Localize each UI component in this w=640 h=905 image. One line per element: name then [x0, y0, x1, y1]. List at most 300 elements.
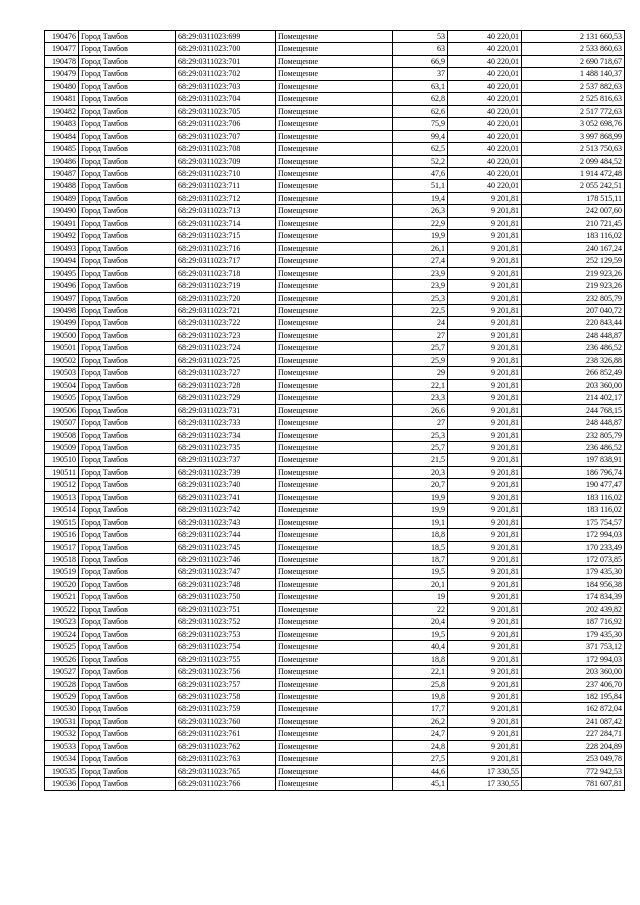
- cadastral-value-cell: 184 956,38: [522, 578, 625, 590]
- table-row: [45, 205, 625, 217]
- cadastral-number-cell: 68:29:0311023:737: [176, 454, 276, 466]
- area-cell: 24,7: [393, 728, 448, 740]
- unit-value-cell: 40 220,01: [448, 155, 522, 167]
- city-cell: Город Тамбов: [79, 242, 176, 254]
- record-number-cell: 190488: [45, 180, 79, 192]
- area-cell: 19,9: [393, 491, 448, 503]
- table-row: [45, 31, 625, 43]
- cadastral-value-cell: 172 994,03: [522, 529, 625, 541]
- area-cell: 19,9: [393, 230, 448, 242]
- city-cell: Город Тамбов: [79, 653, 176, 665]
- object-type-cell: Помещение: [276, 105, 393, 117]
- table-row: [45, 43, 625, 55]
- object-type-cell: Помещение: [276, 778, 393, 790]
- cadastral-value-cell: 266 852,49: [522, 367, 625, 379]
- object-type-cell: Помещение: [276, 143, 393, 155]
- cadastral-value-cell: 2 055 242,51: [522, 180, 625, 192]
- table-row: [45, 342, 625, 354]
- record-number-cell: 190535: [45, 765, 79, 777]
- city-cell: Город Тамбов: [79, 529, 176, 541]
- cadastral-value-cell: 179 435,30: [522, 566, 625, 578]
- cadastral-number-cell: 68:29:0311023:725: [176, 354, 276, 366]
- cadastral-number-cell: 68:29:0311023:723: [176, 329, 276, 341]
- area-cell: 21,5: [393, 454, 448, 466]
- cadastral-number-cell: 68:29:0311023:756: [176, 666, 276, 678]
- cadastral-value-cell: 220 843,44: [522, 317, 625, 329]
- city-cell: Город Тамбов: [79, 167, 176, 179]
- table-row: [45, 616, 625, 628]
- cadastral-value-cell: 2 690 718,67: [522, 55, 625, 67]
- area-cell: 45,1: [393, 778, 448, 790]
- city-cell: Город Тамбов: [79, 43, 176, 55]
- cadastral-number-cell: 68:29:0311023:761: [176, 728, 276, 740]
- unit-value-cell: 9 201,81: [448, 516, 522, 528]
- area-cell: 52,2: [393, 155, 448, 167]
- cadastral-value-cell: 248 448,87: [522, 417, 625, 429]
- cadastral-value-cell: 203 360,00: [522, 379, 625, 391]
- record-number-cell: 190503: [45, 367, 79, 379]
- unit-value-cell: 9 201,81: [448, 205, 522, 217]
- city-cell: Город Тамбов: [79, 678, 176, 690]
- unit-value-cell: 9 201,81: [448, 603, 522, 615]
- city-cell: Город Тамбов: [79, 367, 176, 379]
- table-row: [45, 367, 625, 379]
- area-cell: 23,9: [393, 267, 448, 279]
- city-cell: Город Тамбов: [79, 143, 176, 155]
- cadastral-number-cell: 68:29:0311023:754: [176, 641, 276, 653]
- cadastral-value-cell: 162 872,04: [522, 703, 625, 715]
- object-type-cell: Помещение: [276, 192, 393, 204]
- object-type-cell: Помещение: [276, 628, 393, 640]
- table-row: [45, 491, 625, 503]
- object-type-cell: Помещение: [276, 703, 393, 715]
- object-type-cell: Помещение: [276, 230, 393, 242]
- record-number-cell: 190521: [45, 591, 79, 603]
- unit-value-cell: 9 201,81: [448, 504, 522, 516]
- cadastral-value-cell: 203 360,00: [522, 666, 625, 678]
- record-number-cell: 190499: [45, 317, 79, 329]
- object-type-cell: Помещение: [276, 429, 393, 441]
- record-number-cell: 190479: [45, 68, 79, 80]
- cadastral-number-cell: 68:29:0311023:752: [176, 616, 276, 628]
- object-type-cell: Помещение: [276, 80, 393, 92]
- object-type-cell: Помещение: [276, 715, 393, 727]
- city-cell: Город Тамбов: [79, 628, 176, 640]
- cadastral-number-cell: 68:29:0311023:703: [176, 80, 276, 92]
- cadastral-value-cell: 183 116,02: [522, 491, 625, 503]
- record-number-cell: 190513: [45, 491, 79, 503]
- record-number-cell: 190518: [45, 554, 79, 566]
- unit-value-cell: 40 220,01: [448, 180, 522, 192]
- table-row: [45, 753, 625, 765]
- object-type-cell: Помещение: [276, 616, 393, 628]
- cadastral-number-cell: 68:29:0311023:709: [176, 155, 276, 167]
- city-cell: Город Тамбов: [79, 55, 176, 67]
- cadastral-number-cell: 68:29:0311023:759: [176, 703, 276, 715]
- cadastral-value-cell: 2 513 750,63: [522, 143, 625, 155]
- object-type-cell: Помещение: [276, 167, 393, 179]
- object-type-cell: Помещение: [276, 155, 393, 167]
- cadastral-number-cell: 68:29:0311023:733: [176, 417, 276, 429]
- cadastral-number-cell: 68:29:0311023:741: [176, 491, 276, 503]
- table-row: [45, 217, 625, 229]
- cadastral-value-cell: 210 721,45: [522, 217, 625, 229]
- area-cell: 23,3: [393, 392, 448, 404]
- table-row: [45, 678, 625, 690]
- cadastral-value-cell: 236 486,52: [522, 342, 625, 354]
- area-cell: 25,7: [393, 342, 448, 354]
- cadastral-number-cell: 68:29:0311023:763: [176, 753, 276, 765]
- record-number-cell: 190508: [45, 429, 79, 441]
- area-cell: 17,7: [393, 703, 448, 715]
- record-number-cell: 190505: [45, 392, 79, 404]
- object-type-cell: Помещение: [276, 180, 393, 192]
- table-row: [45, 105, 625, 117]
- city-cell: Город Тамбов: [79, 578, 176, 590]
- record-number-cell: 190496: [45, 280, 79, 292]
- unit-value-cell: 9 201,81: [448, 628, 522, 640]
- cadastral-value-cell: 214 402,17: [522, 392, 625, 404]
- table-row: [45, 118, 625, 130]
- object-type-cell: Помещение: [276, 317, 393, 329]
- record-number-cell: 190489: [45, 192, 79, 204]
- table-row: [45, 68, 625, 80]
- record-number-cell: 190492: [45, 230, 79, 242]
- unit-value-cell: 9 201,81: [448, 367, 522, 379]
- object-type-cell: Помещение: [276, 68, 393, 80]
- cadastral-number-cell: 68:29:0311023:714: [176, 217, 276, 229]
- unit-value-cell: 40 220,01: [448, 167, 522, 179]
- unit-value-cell: 9 201,81: [448, 217, 522, 229]
- unit-value-cell: 9 201,81: [448, 329, 522, 341]
- cadastral-number-cell: 68:29:0311023:704: [176, 93, 276, 105]
- area-cell: 18,7: [393, 554, 448, 566]
- record-number-cell: 190495: [45, 267, 79, 279]
- cadastral-value-cell: 3 997 868,99: [522, 130, 625, 142]
- city-cell: Город Тамбов: [79, 354, 176, 366]
- area-cell: 18,5: [393, 541, 448, 553]
- object-type-cell: Помещение: [276, 267, 393, 279]
- record-number-cell: 190485: [45, 143, 79, 155]
- record-number-cell: 190527: [45, 666, 79, 678]
- city-cell: Город Тамбов: [79, 130, 176, 142]
- area-cell: 66,9: [393, 55, 448, 67]
- unit-value-cell: 9 201,81: [448, 753, 522, 765]
- table-row: [45, 578, 625, 590]
- document-page: [44, 30, 624, 791]
- area-cell: 22,9: [393, 217, 448, 229]
- cadastral-number-cell: 68:29:0311023:710: [176, 167, 276, 179]
- cadastral-number-cell: 68:29:0311023:720: [176, 292, 276, 304]
- cadastral-number-cell: 68:29:0311023:740: [176, 479, 276, 491]
- cadastral-number-cell: 68:29:0311023:734: [176, 429, 276, 441]
- object-type-cell: Помещение: [276, 691, 393, 703]
- cadastral-number-cell: 68:29:0311023:713: [176, 205, 276, 217]
- table-row: [45, 554, 625, 566]
- city-cell: Город Тамбов: [79, 105, 176, 117]
- cadastral-value-cell: 2 537 882,63: [522, 80, 625, 92]
- object-type-cell: Помещение: [276, 765, 393, 777]
- area-cell: 24: [393, 317, 448, 329]
- cadastral-value-cell: 3 052 698,76: [522, 118, 625, 130]
- city-cell: Город Тамбов: [79, 479, 176, 491]
- object-type-cell: Помещение: [276, 130, 393, 142]
- cadastral-value-cell: 371 753,12: [522, 641, 625, 653]
- city-cell: Город Тамбов: [79, 192, 176, 204]
- object-type-cell: Помещение: [276, 242, 393, 254]
- record-number-cell: 190510: [45, 454, 79, 466]
- area-cell: 27: [393, 417, 448, 429]
- unit-value-cell: 9 201,81: [448, 441, 522, 453]
- object-type-cell: Помещение: [276, 379, 393, 391]
- record-number-cell: 190500: [45, 329, 79, 341]
- cadastral-number-cell: 68:29:0311023:711: [176, 180, 276, 192]
- table-row: [45, 55, 625, 67]
- unit-value-cell: 9 201,81: [448, 267, 522, 279]
- cadastral-number-cell: 68:29:0311023:742: [176, 504, 276, 516]
- area-cell: 18,8: [393, 653, 448, 665]
- record-number-cell: 190478: [45, 55, 79, 67]
- object-type-cell: Помещение: [276, 55, 393, 67]
- unit-value-cell: 9 201,81: [448, 578, 522, 590]
- city-cell: Город Тамбов: [79, 691, 176, 703]
- city-cell: Город Тамбов: [79, 715, 176, 727]
- table-row: [45, 703, 625, 715]
- unit-value-cell: 40 220,01: [448, 31, 522, 43]
- cadastral-number-cell: 68:29:0311023:744: [176, 529, 276, 541]
- area-cell: 19,4: [393, 192, 448, 204]
- table-row: [45, 354, 625, 366]
- table-row: [45, 715, 625, 727]
- area-cell: 40,4: [393, 641, 448, 653]
- unit-value-cell: 9 201,81: [448, 728, 522, 740]
- area-cell: 25,8: [393, 678, 448, 690]
- city-cell: Город Тамбов: [79, 267, 176, 279]
- record-number-cell: 190526: [45, 653, 79, 665]
- cadastral-value-cell: 174 834,39: [522, 591, 625, 603]
- cadastral-value-cell: 207 040,72: [522, 304, 625, 316]
- record-number-cell: 190514: [45, 504, 79, 516]
- area-cell: 75,9: [393, 118, 448, 130]
- area-cell: 37: [393, 68, 448, 80]
- area-cell: 62,8: [393, 93, 448, 105]
- cadastral-number-cell: 68:29:0311023:702: [176, 68, 276, 80]
- cadastral-value-cell: 2 099 484,52: [522, 155, 625, 167]
- cadastral-number-cell: 68:29:0311023:731: [176, 404, 276, 416]
- cadastral-number-cell: 68:29:0311023:757: [176, 678, 276, 690]
- cadastral-number-cell: 68:29:0311023:747: [176, 566, 276, 578]
- table-row: [45, 280, 625, 292]
- record-number-cell: 190509: [45, 441, 79, 453]
- object-type-cell: Помещение: [276, 566, 393, 578]
- area-cell: 62,5: [393, 143, 448, 155]
- cadastral-number-cell: 68:29:0311023:755: [176, 653, 276, 665]
- area-cell: 27,4: [393, 255, 448, 267]
- record-number-cell: 190484: [45, 130, 79, 142]
- object-type-cell: Помещение: [276, 491, 393, 503]
- city-cell: Город Тамбов: [79, 68, 176, 80]
- table-row: [45, 504, 625, 516]
- object-type-cell: Помещение: [276, 31, 393, 43]
- record-number-cell: 190522: [45, 603, 79, 615]
- record-number-cell: 190525: [45, 641, 79, 653]
- city-cell: Город Тамбов: [79, 404, 176, 416]
- table-row: [45, 80, 625, 92]
- object-type-cell: Помещение: [276, 93, 393, 105]
- area-cell: 22,1: [393, 666, 448, 678]
- record-number-cell: 190494: [45, 255, 79, 267]
- object-type-cell: Помещение: [276, 641, 393, 653]
- cadastral-value-cell: 172 994,03: [522, 653, 625, 665]
- area-cell: 22,5: [393, 304, 448, 316]
- city-cell: Город Тамбов: [79, 292, 176, 304]
- city-cell: Город Тамбов: [79, 255, 176, 267]
- table-row: [45, 454, 625, 466]
- record-number-cell: 190504: [45, 379, 79, 391]
- object-type-cell: Помещение: [276, 280, 393, 292]
- unit-value-cell: 9 201,81: [448, 280, 522, 292]
- object-type-cell: Помещение: [276, 454, 393, 466]
- table-row: [45, 628, 625, 640]
- area-cell: 62,6: [393, 105, 448, 117]
- cadastral-value-cell: 187 716,92: [522, 616, 625, 628]
- city-cell: Город Тамбов: [79, 504, 176, 516]
- object-type-cell: Помещение: [276, 292, 393, 304]
- object-type-cell: Помещение: [276, 541, 393, 553]
- area-cell: 25,3: [393, 429, 448, 441]
- table-row: [45, 93, 625, 105]
- unit-value-cell: 9 201,81: [448, 566, 522, 578]
- unit-value-cell: 9 201,81: [448, 317, 522, 329]
- object-type-cell: Помещение: [276, 504, 393, 516]
- cadastral-value-cell: 238 326,88: [522, 354, 625, 366]
- object-type-cell: Помещение: [276, 392, 393, 404]
- table-row: [45, 765, 625, 777]
- cadastral-number-cell: 68:29:0311023:753: [176, 628, 276, 640]
- unit-value-cell: 9 201,81: [448, 392, 522, 404]
- city-cell: Город Тамбов: [79, 554, 176, 566]
- unit-value-cell: 40 220,01: [448, 93, 522, 105]
- cadastral-number-cell: 68:29:0311023:729: [176, 392, 276, 404]
- cadastral-value-cell: 197 838,91: [522, 454, 625, 466]
- object-type-cell: Помещение: [276, 479, 393, 491]
- table-row: [45, 192, 625, 204]
- record-number-cell: 190523: [45, 616, 79, 628]
- cadastral-number-cell: 68:29:0311023:743: [176, 516, 276, 528]
- area-cell: 20,1: [393, 578, 448, 590]
- cadastral-number-cell: 68:29:0311023:716: [176, 242, 276, 254]
- area-cell: 26,2: [393, 715, 448, 727]
- cadastral-number-cell: 68:29:0311023:765: [176, 765, 276, 777]
- cadastral-value-cell: 248 448,87: [522, 329, 625, 341]
- unit-value-cell: 40 220,01: [448, 55, 522, 67]
- table-row: [45, 429, 625, 441]
- area-cell: 19: [393, 591, 448, 603]
- cadastral-number-cell: 68:29:0311023:727: [176, 367, 276, 379]
- cadastral-value-cell: 781 607,81: [522, 778, 625, 790]
- cadastral-value-cell: 182 195,84: [522, 691, 625, 703]
- cadastral-number-cell: 68:29:0311023:735: [176, 441, 276, 453]
- object-type-cell: Помещение: [276, 205, 393, 217]
- unit-value-cell: 17 330,55: [448, 778, 522, 790]
- cadastral-value-table: [44, 30, 625, 791]
- unit-value-cell: 9 201,81: [448, 454, 522, 466]
- area-cell: 53: [393, 31, 448, 43]
- record-number-cell: 190507: [45, 417, 79, 429]
- record-number-cell: 190487: [45, 167, 79, 179]
- cadastral-value-cell: 2 525 816,63: [522, 93, 625, 105]
- record-number-cell: 190512: [45, 479, 79, 491]
- record-number-cell: 190515: [45, 516, 79, 528]
- object-type-cell: Помещение: [276, 342, 393, 354]
- record-number-cell: 190532: [45, 728, 79, 740]
- cadastral-value-cell: 1 914 472,48: [522, 167, 625, 179]
- area-cell: 25,9: [393, 354, 448, 366]
- cadastral-number-cell: 68:29:0311023:722: [176, 317, 276, 329]
- record-number-cell: 190498: [45, 304, 79, 316]
- table-row: [45, 516, 625, 528]
- record-number-cell: 190486: [45, 155, 79, 167]
- city-cell: Город Тамбов: [79, 454, 176, 466]
- cadastral-value-cell: 242 007,60: [522, 205, 625, 217]
- cadastral-value-cell: 178 515,11: [522, 192, 625, 204]
- unit-value-cell: 9 201,81: [448, 379, 522, 391]
- city-cell: Город Тамбов: [79, 93, 176, 105]
- record-number-cell: 190534: [45, 753, 79, 765]
- table-row: [45, 404, 625, 416]
- table-row: [45, 541, 625, 553]
- table-row: [45, 566, 625, 578]
- table-row: [45, 591, 625, 603]
- table-row: [45, 466, 625, 478]
- area-cell: 20,7: [393, 479, 448, 491]
- city-cell: Город Тамбов: [79, 740, 176, 752]
- record-number-cell: 190482: [45, 105, 79, 117]
- area-cell: 19,5: [393, 566, 448, 578]
- table-row: [45, 329, 625, 341]
- area-cell: 99,4: [393, 130, 448, 142]
- city-cell: Город Тамбов: [79, 541, 176, 553]
- table-row: [45, 230, 625, 242]
- unit-value-cell: 9 201,81: [448, 304, 522, 316]
- unit-value-cell: 9 201,81: [448, 541, 522, 553]
- table-row: [45, 180, 625, 192]
- city-cell: Город Тамбов: [79, 280, 176, 292]
- table-row: [45, 417, 625, 429]
- area-cell: 63: [393, 43, 448, 55]
- city-cell: Город Тамбов: [79, 778, 176, 790]
- cadastral-value-cell: 2 517 772,63: [522, 105, 625, 117]
- table-row: [45, 317, 625, 329]
- area-cell: 19,8: [393, 691, 448, 703]
- object-type-cell: Помещение: [276, 753, 393, 765]
- record-number-cell: 190502: [45, 354, 79, 366]
- area-cell: 22,1: [393, 379, 448, 391]
- table-row: [45, 666, 625, 678]
- cadastral-number-cell: 68:29:0311023:708: [176, 143, 276, 155]
- record-number-cell: 190493: [45, 242, 79, 254]
- area-cell: 27,5: [393, 753, 448, 765]
- cadastral-value-cell: 227 284,71: [522, 728, 625, 740]
- table-row: [45, 130, 625, 142]
- cadastral-value-cell: 219 923,26: [522, 267, 625, 279]
- cadastral-value-cell: 170 233,49: [522, 541, 625, 553]
- table-row: [45, 143, 625, 155]
- city-cell: Город Тамбов: [79, 31, 176, 43]
- unit-value-cell: 9 201,81: [448, 691, 522, 703]
- cadastral-value-cell: 253 049,78: [522, 753, 625, 765]
- record-number-cell: 190511: [45, 466, 79, 478]
